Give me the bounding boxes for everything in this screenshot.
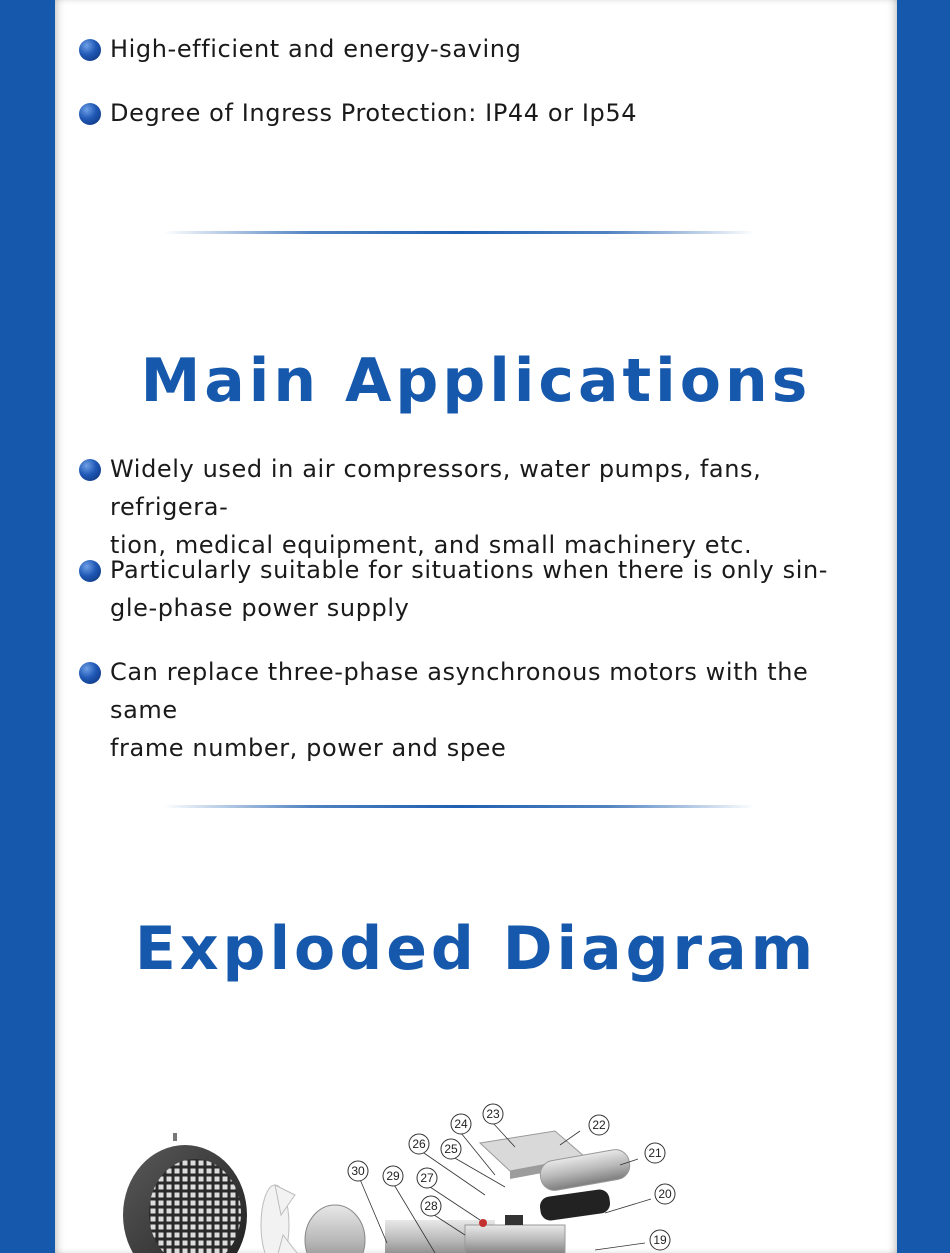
- bullet-dot-icon: [79, 459, 101, 481]
- bullet-dot-icon: [79, 39, 101, 61]
- fan-part: [261, 1185, 297, 1253]
- part-label: 22: [592, 1118, 606, 1132]
- fan-cover-part: [123, 1133, 247, 1253]
- part-label: 30: [351, 1164, 365, 1178]
- feature-text: High-efficient and energy-saving: [110, 35, 522, 63]
- application-text: Can replace three-phase asynchronous motors with the same frame number, power and spee: [110, 658, 809, 762]
- feature-text: Degree of Ingress Protection: IP44 or Ip54: [110, 99, 638, 127]
- section-divider: [163, 805, 755, 808]
- section-divider: [163, 231, 755, 234]
- application-item: [79, 658, 879, 767]
- terminal-box-part: [479, 1131, 632, 1227]
- part-label: 26: [412, 1137, 426, 1151]
- part-label: 24: [454, 1117, 468, 1131]
- bullet-dot-icon: [79, 560, 101, 582]
- part-label: 21: [648, 1146, 662, 1160]
- application-text: Particularly suitable for situations when there is only sin- gle-phase power supply: [110, 556, 829, 622]
- bullet-dot-icon: [79, 103, 101, 125]
- exploded-diagram-image: [85, 1095, 685, 1253]
- feature-item: [79, 99, 879, 132]
- part-label: 27: [420, 1171, 434, 1185]
- part-label: 23: [486, 1107, 500, 1121]
- part-label: 28: [424, 1199, 438, 1213]
- application-item: [79, 455, 879, 564]
- content-card: [55, 0, 897, 1253]
- section-title: Exploded Diagram: [134, 914, 818, 984]
- part-label: 19: [653, 1233, 667, 1247]
- section-title: Main Applications: [140, 346, 812, 416]
- application-text: Widely used in air compressors, water pumps, fans, refrigera- tion, medical equipment, and small machinery etc.: [110, 455, 762, 559]
- part-label: 29: [386, 1169, 400, 1183]
- part-label: 20: [658, 1187, 672, 1201]
- part-label: 25: [444, 1142, 458, 1156]
- bullet-dot-icon: [79, 662, 101, 684]
- application-item: [79, 556, 879, 627]
- feature-item: [79, 35, 879, 68]
